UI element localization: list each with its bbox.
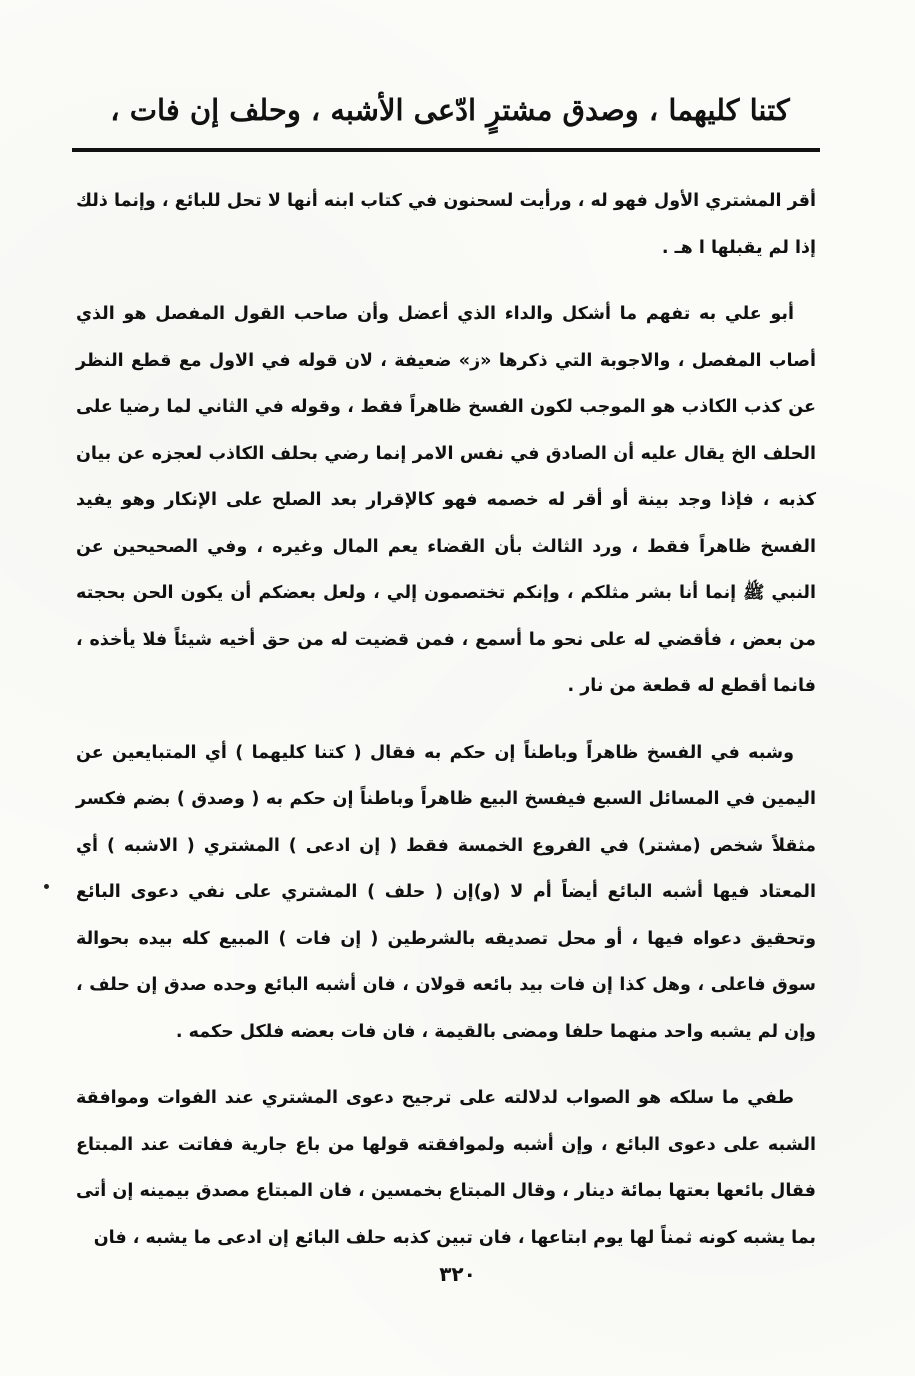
heading-divider <box>72 148 820 152</box>
paragraph: وشبه في الفسخ ظاهراً وباطناً إن حكم به فقال ( كتنا كليهما ) أي المتبايعين عن اليمين في المسائل السبع فيفسخ البيع ظاهراً وباطناً إن حكم به ( وصدق ) بضم فكسر مثقلاً شخص (مشتر) في الفروع الخمسة فقط ( إن ادعى ) المشتري ( الاشبه ) أي المعتاد فيها أشبه البائع أيضاً أم لا (و)إن ( حلف ) المشتري على نفي دعوى البائع وتحقيق دعواه فيها ، أو محل تصديقه بالشرطين ( إن فات ) المبيع كله بيده بحوالة سوق فاعلى ، وهل كذا إن فات بيد بائعه قولان ، فان أشبه البائع وحده صدق إن حلف ، وإن لم يشبه واحد منهما حلفا ومضى بالقيمة ، فان فات بعضه فلكل حكمه . <box>76 742 816 1042</box>
paragraph: طفي ما سلكه هو الصواب لدلالته على ترجيح دعوى المشتري عند الفوات وموافقة الشبه على دعوى البائع ، وإن أشبه ولموافقته قولها من باع جارية ففاتت عند المبتاع فقال بائعها بعتها بمائة دينار ، وقال المبتاع بخمسين ، فان المبتاع مصدق بيمينه إن أتى بما يشبه كونه ثمناً لها يوم ابتاعها ، فان تبين كذبه حلف البائع إن ادعى ما يشبه ، فان <box>76 1088 816 1248</box>
paragraph: أبو علي به تفهم ما أشكل والداء الذي أعضل وأن صاحب القول المفصل هو الذي أصاب المفصل ، والاجوبة التي ذكرها «ز» ضعيفة ، لان قوله في الاول مع قطع النظر عن كذب الكاذب هو الموجب لكون الفسخ ظاهراً فقط ، وقوله في الثاني لما رضيا على الحلف الخ يقال عليه أن الصادق في نفس الامر إنما رضي بحلف الكاذب لعجزه عن بيان كذبه ، فإذا وجد بينة أو أقر له خصمه فهو كالإقرار بعد الصلح على الإنكار وهو يفيد الفسخ ظاهراً فقط ، ورد الثالث بأن القضاء يعم المال وغيره ، وفي الصحيحين عن النبي ﷺ إنما أنا بشر مثلكم ، وإنكم تختصمون إلي ، ولعل بعضكم أن يكون الحن بحجته من بعض ، فأقضي له على نحو ما أسمع ، فمن قضيت له من حق أخيه شيئاً فلا يأخذه ، فانما أقطع له قطعة من نار . <box>76 304 816 696</box>
ink-speck <box>44 884 49 889</box>
page-heading: كتنا كليهما ، وصدق مشترٍ ادّعى الأشبه ، وحلف إن فات ، <box>110 93 790 127</box>
body-text <box>76 178 816 1261</box>
page-number: ٣٢٠ <box>439 1262 476 1286</box>
paragraph: أقر المشتري الأول فهو له ، ورأيت لسحنون في كتاب ابنه أنها لا تحل للبائع ، وإنما ذلك إذا لم يقبلها ا هـ . <box>76 191 816 258</box>
